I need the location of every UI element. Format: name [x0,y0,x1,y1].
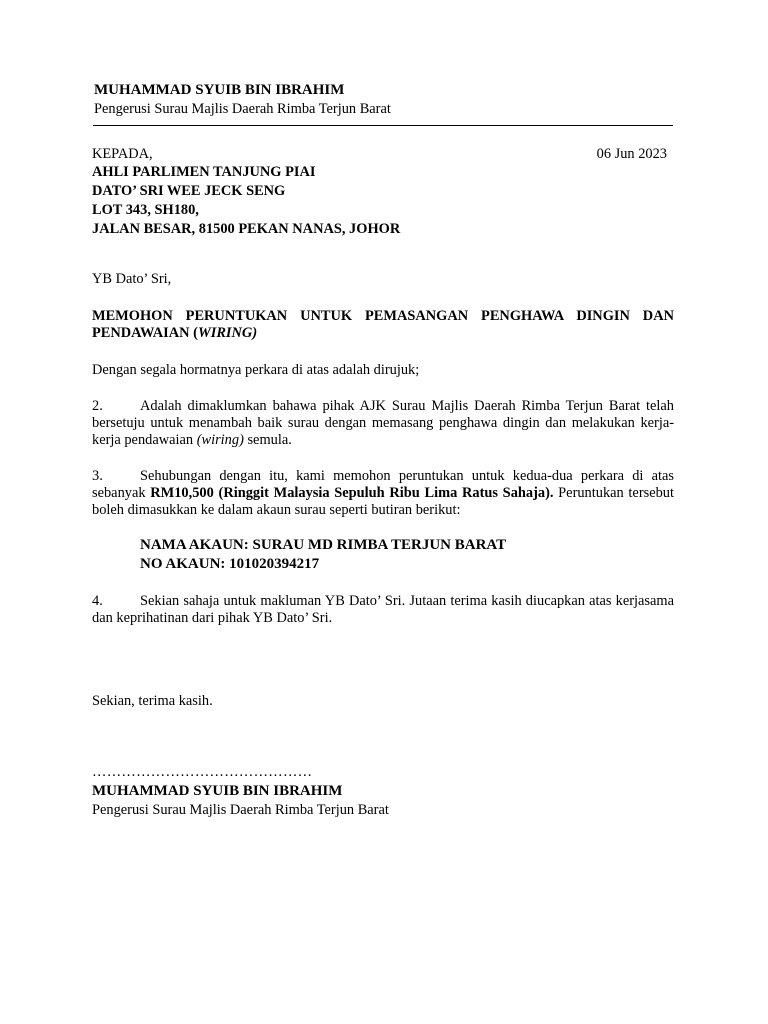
recipient-address [92,163,674,239]
paragraph-number: 4. [92,593,103,609]
signatory-title: Pengerusi Surau Majlis Daerah Rimba Terjun Barat [92,802,389,818]
paragraph-text: Sehubungan dengan itu, kami memohon peruntukan untuk kedua-dua perkara di atas sebanyak [92,468,674,501]
header-divider [93,125,673,126]
paragraph-number: 3. [92,468,103,484]
subject-line [92,308,674,342]
address-line: LOT 343, SH180, [92,202,199,218]
subject-italic: WIRING) [197,325,258,341]
signatory-name: MUHAMMAD SYUIB BIN IBRAHIM [92,783,343,799]
sender-name: MUHAMMAD SYUIB BIN IBRAHIM [94,82,345,98]
paragraph-text: semula. [243,432,292,448]
signature-line: ……………………………………… [92,764,313,780]
paragraph-4 [92,593,674,627]
paragraph-text: Peruntukan tersebut boleh dimasukkan ke dalam akaun surau seperti butiran berikut: [92,485,674,518]
amount-text: RM10,500 (Ringgit Malaysia Sepuluh Ribu Lima Ratus Sahaja). [150,485,554,501]
letter [92,82,674,819]
account-number: NO AKAUN: 101020394217 [140,556,320,572]
paragraph-number: 2. [92,398,103,414]
subject-main: MEMOHON PERUNTUKAN UNTUK PEMASANGAN PENGHAWA DINGIN DAN PENDAWAIAN ( [92,308,674,341]
address-line: DATO’ SRI WEE JECK SENG [92,183,286,199]
address-line: JALAN BESAR, 81500 PEKAN NANAS, JOHOR [92,221,401,237]
paragraph-2 [92,398,674,449]
paragraph-italic: (wiring) [196,432,244,448]
account-name: NAMA AKAUN: SURAU MD RIMBA TERJUN BARAT [140,537,507,553]
address-line: AHLI PARLIMEN TANJUNG PIAI [92,164,316,180]
account-details [92,536,674,574]
recipient-header [92,146,667,163]
closing-remark: Sekian, terima kasih. [92,693,213,709]
paragraph-text: Sekian sahaja untuk makluman YB Dato’ Sri. Jutaan terima kasih diucapkan atas kerjasama dan keprihatinan dari pihak YB Dato’ Sri. [92,593,674,626]
paragraph-3 [92,468,674,519]
sender-title: Pengerusi Surau Majlis Daerah Rimba Terjun Barat [94,101,391,117]
letter-date: 06 Jun 2023 [596,146,667,162]
to-label: KEPADA, [92,146,153,162]
paragraph-1: Dengan segala hormatnya perkara di atas adalah dirujuk; [92,362,420,378]
salutation: YB Dato’ Sri, [92,271,172,287]
paragraph-text: Adalah dimaklumkan bahawa pihak AJK Surau Majlis Daerah Rimba Terjun Barat telah bersetuju untuk menambah baik surau dengan memasang penghawa dingin dan melakukan kerja-kerja pendawaian [92,398,674,448]
